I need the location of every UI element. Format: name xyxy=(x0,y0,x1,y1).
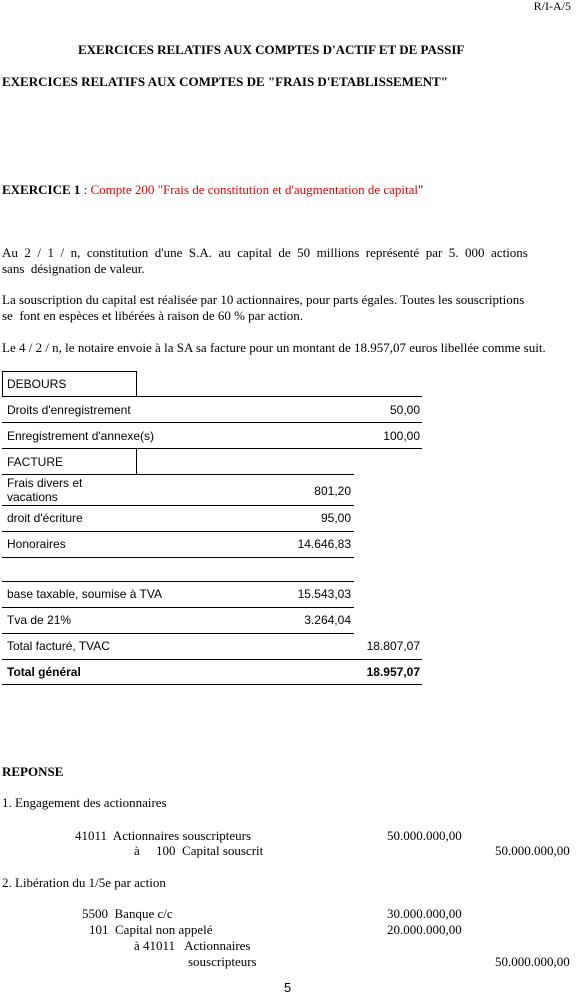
frais-value: 801,20 xyxy=(314,484,351,498)
base-taxable-label: base taxable, soumise à TVA xyxy=(7,587,162,601)
honoraires-label: Honoraires xyxy=(7,537,66,551)
exercise-account: Compte 200 "Frais de constitution et d'augmentation de capital xyxy=(90,182,419,197)
page-number: 5 xyxy=(284,980,292,995)
sub-title: EXERCICES RELATIFS AUX COMPTES DE "FRAIS D'ETABLISSEMENT" xyxy=(2,74,448,89)
total-facture-value: 18.807,07 xyxy=(366,639,420,653)
paragraph-1-line-2: sans désignation de valeur. xyxy=(2,261,145,276)
base-taxable-value: 15.543,03 xyxy=(297,587,351,601)
honoraires-value: 14.646,83 xyxy=(297,537,351,551)
main-title: EXERCICES RELATIFS AUX COMPTES D'ACTIF ET DE PASSIF xyxy=(78,42,465,57)
exercise-label: EXERCICE 1 xyxy=(2,182,81,197)
tva-label: Tva de 21% xyxy=(7,613,72,627)
paragraph-1-line-1: Au 2 / 1 / n, constitution d'une S.A. au capital de 50 millions représenté par 5. 000 actions xyxy=(2,245,528,260)
frais-label-line-2: vacations xyxy=(7,490,58,504)
s2-debit-1-account: 5500 Banque c/c xyxy=(82,906,173,921)
frais-label-line-1: Frais divers et xyxy=(7,476,83,490)
s2-debit-1-amount: 30.000.000,00 xyxy=(387,906,462,921)
s2-credit-account-line-1: à 41011 Actionnaires xyxy=(134,938,251,953)
s1-credit-amount: 50.000.000,00 xyxy=(495,843,570,858)
droits-label: Droits d'enregistrement xyxy=(7,403,131,417)
paragraph-2-line-1: La souscription du capital est réalisée par 10 actionnaires, pour parts égales. Toutes les souscriptions xyxy=(2,292,525,307)
s2-debit-2-account: 101 Capital non appelé xyxy=(89,922,213,937)
s2-credit-account-line-2: souscripteurs xyxy=(188,954,257,969)
s2-credit-amount: 50.000.000,00 xyxy=(495,954,570,969)
enregistrement-label: Enregistrement d'annexe(s) xyxy=(7,429,155,443)
total-general-label: Total général xyxy=(7,665,81,679)
reponse-heading: REPONSE xyxy=(2,764,64,779)
paragraph-2-line-2: se font en espèces et libérées à raison de 60 % par action. xyxy=(2,308,304,323)
page-reference: R/I-A/5 xyxy=(533,0,571,13)
exercise-heading xyxy=(2,182,423,198)
frais-label xyxy=(7,476,82,504)
paragraph-3: Le 4 / 2 / n, le notaire envoie à la SA sa facture pour un montant de 18.957,07 euros libellée comme suit. xyxy=(2,340,546,355)
total-facture-label: Total facturé, TVAC xyxy=(7,639,110,653)
droit-ecriture-label: droit d'écriture xyxy=(7,511,83,525)
debours-header: DEBOURS xyxy=(7,377,67,391)
s1-debit-amount: 50.000.000,00 xyxy=(387,828,462,843)
section-1-heading: 1. Engagement des actionnaires xyxy=(2,795,167,810)
exercise-separator: : xyxy=(80,182,91,197)
section-2-heading: 2. Libération du 1/5e par action xyxy=(2,875,166,890)
s1-debit-account: 41011 Actionnaires souscripteurs xyxy=(75,828,252,843)
facture-header: FACTURE xyxy=(7,455,64,469)
droit-ecriture-value: 95,00 xyxy=(320,511,351,525)
tva-value: 3.264,04 xyxy=(304,613,351,627)
s1-credit-account: à 100 Capital souscrit xyxy=(134,843,264,858)
total-general-value: 18.957,07 xyxy=(366,665,420,679)
s2-debit-2-amount: 20.000.000,00 xyxy=(387,922,462,937)
droits-value: 50,00 xyxy=(389,403,420,417)
exercise-close-quote: " xyxy=(418,182,424,197)
enregistrement-value: 100,00 xyxy=(383,429,420,443)
